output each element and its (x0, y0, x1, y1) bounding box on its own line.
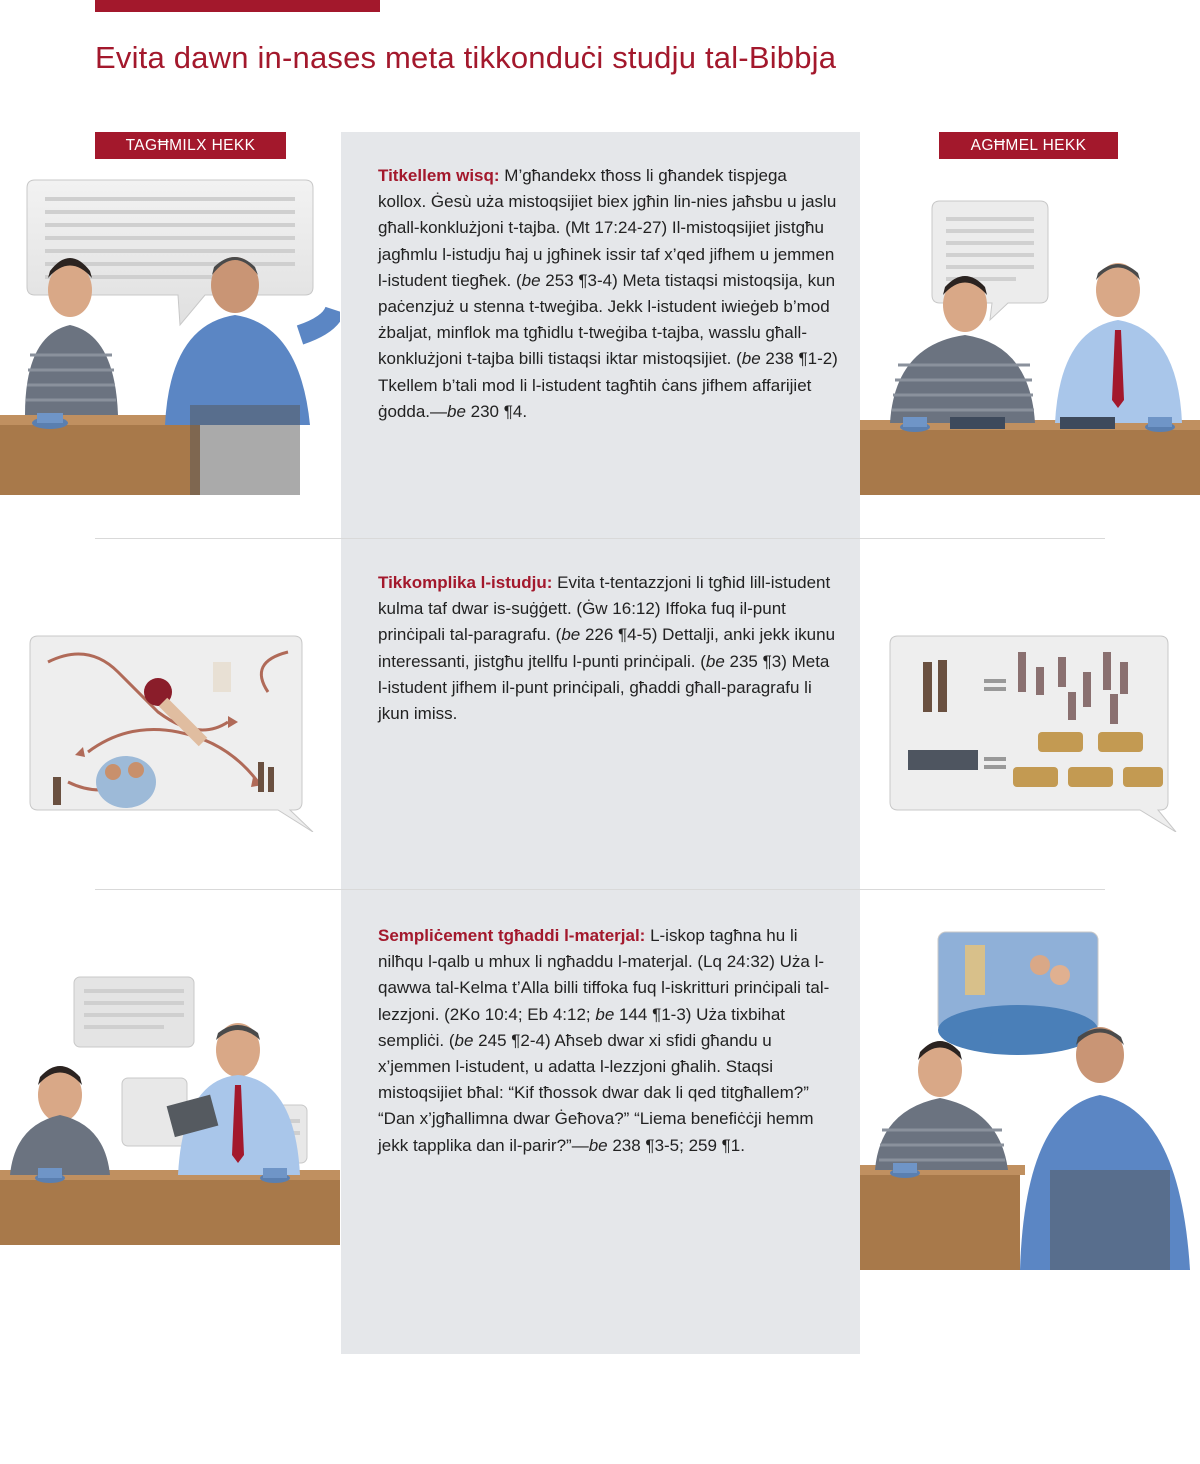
section-divider (95, 889, 1105, 890)
section-lead: Tikkomplika l-istudju: (378, 573, 553, 592)
illustration-dont-just-cover-material (0, 975, 340, 1245)
section-lead: Sempliċement tgħaddi l-materjal: (378, 926, 646, 945)
illustration-dont-talk-too-much (0, 175, 340, 495)
section-complicating-study (378, 570, 838, 727)
section-lead: Titkellem wisq: (378, 166, 500, 185)
illustration-do-reach-the-heart (860, 930, 1200, 1270)
do-label: AGĦMEL HEKK (939, 132, 1118, 159)
illustration-dont-complicate (28, 632, 318, 832)
section-divider (95, 538, 1105, 539)
illustration-do-ask-questions (860, 195, 1200, 495)
section-covering-material (378, 923, 838, 1159)
page-title: Evita dawn in-nases meta tikkonduċi studju tal-Bibbja (95, 40, 837, 75)
section-talking-too-much (378, 163, 838, 425)
dont-label: TAGĦMILX HEKK (95, 132, 286, 159)
section-body: M’għandekx tħoss li għandek tispjega kollox. Ġesù uża mistoqsijiet biex jgħin lin-nies jaħsbu u jaslu għall-konklużjoni t-tajba. (Mt 17:24-27) Il-mistoqsijiet jistgħu jagħmlu l-istudju ħaj u jgħinek issir taf x’qed jifhem u jemmen l-istudent tiegħek. (be 253 ¶3-4) Meta tistaqsi mistoqsija, kun paċenzjuż u stenna t-tweġiba. Jekk l-istudent iwieġeb b’mod żbaljat, minflok ma tgħidlu t-tweġiba t-tajba, wasslu għall-konklużjoni t-tajba billi tistaqsi iktar mistoqsijiet. (be 238 ¶1-2) Tkellem b’tali mod li l-istudent tagħtih ċans jifhem affarijiet ġodda.—be 230 ¶4. (378, 166, 838, 421)
section-body: L-iskop tagħna hu li nilħqu l-qalb u mhux li ngħaddu l-materjal. (Lq 24:32) Uża l-qawwa tal-Kelma t’Alla billi tiffoka fuq l-iskritturi prinċipali tal-lezzjoni. (2Ko 10:4; Eb 4:12; be 144 ¶1-3) Uża tixbihat sempliċi. (be 245 ¶2-4) Aħseb dwar xi sfidi għandu u x’jemmen l-istudent, u adatta l-lezzjoni għalih. Staqsi mistoqsijiet bħal: “Kif tħossok dwar dak li qed titgħallem?” “Dan x’jgħallimna dwar Ġeħova?” “Liema benefiċċji hemm jekk tapplika dan il-parir?”—be 238 ¶3-5; 259 ¶1. (378, 926, 830, 1155)
section-body: Evita t-tentazzjoni li tgħid lill-istudent kulma taf dwar is-suġġett. (Ġw 16:12) Iffoka fuq il-punt prinċipali tal-paragrafu. (be 226 ¶4-5) Dettalji, anki jekk ikunu interessanti, jistgħu jtellfu l-punti prinċipali. (be 235 ¶3) Meta l-istudent jifhem il-punt prinċipali, għaddi għall-paragrafu li jkun imiss. (378, 573, 836, 724)
top-accent-bar (95, 0, 380, 12)
illustration-do-focus-main-point (888, 632, 1178, 832)
